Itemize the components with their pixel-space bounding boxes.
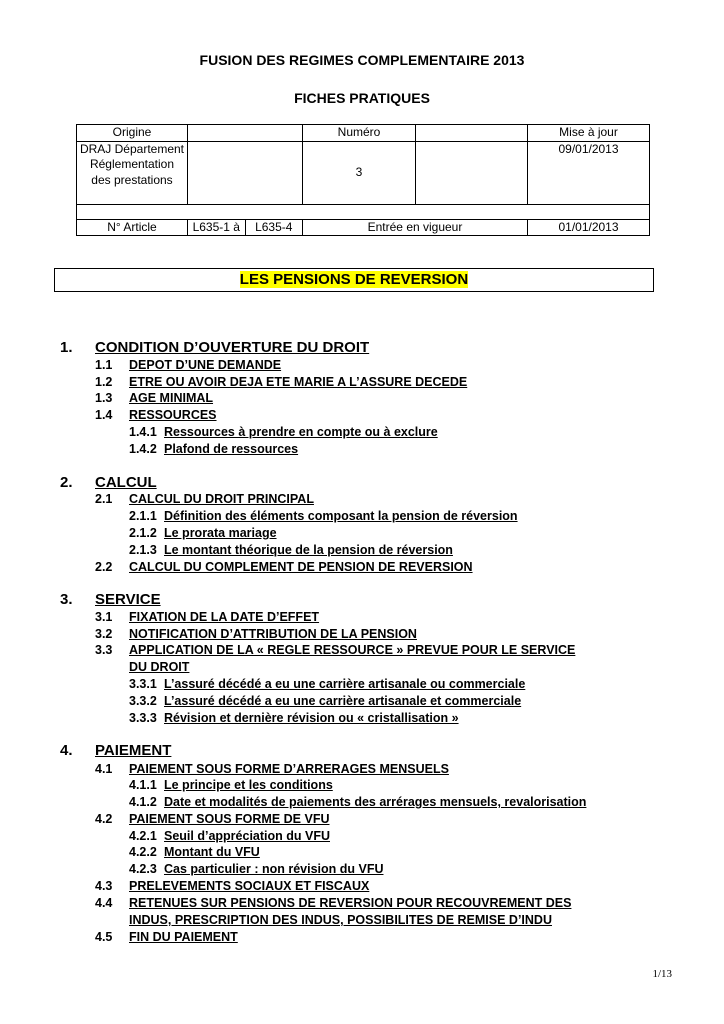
toc-link[interactable]: Date et modalités de paiements des arrérages mensuels, revalorisation (164, 795, 587, 809)
toc-link[interactable]: DU DROIT (129, 660, 190, 674)
toc-number: 4.4 (95, 896, 113, 910)
toc-link[interactable]: Révision et dernière révision ou « cristallisation » (164, 711, 459, 725)
toc-link[interactable]: NOTIFICATION D’ATTRIBUTION DE LA PENSION (129, 627, 417, 641)
article-to: L635-4 (255, 219, 293, 234)
toc-link[interactable]: CALCUL DU COMPLEMENT DE PENSION DE REVERSION (129, 560, 473, 574)
toc-number: 2.1.3 (129, 543, 157, 557)
document-title: FUSION DES REGIMES COMPLEMENTAIRE 2013 (199, 52, 525, 68)
origine-label: Origine (77, 125, 188, 142)
numero-value: 3 (303, 141, 416, 204)
toc-number: 4.2.3 (129, 862, 157, 876)
toc-number: 2.1 (95, 492, 113, 506)
toc-link[interactable]: CALCUL (95, 474, 157, 491)
toc-link[interactable]: L’assuré décédé a eu une carrière artisanale ou commerciale (164, 677, 526, 691)
toc-number: 1.1 (95, 358, 113, 372)
toc-link[interactable]: Le prorata mariage (164, 526, 277, 540)
toc-number: 3.1 (95, 610, 113, 624)
toc-link[interactable]: SERVICE (95, 591, 161, 608)
toc-link[interactable]: Plafond de ressources (164, 442, 299, 456)
toc-link[interactable]: ETRE OU AVOIR DEJA ETE MARIE A L’ASSURE DECEDE (129, 375, 468, 389)
document-subtitle: FICHES PRATIQUES (294, 90, 430, 106)
toc-link[interactable]: Définition des éléments composant la pension de réversion (164, 509, 518, 523)
empty-cell (416, 141, 528, 204)
toc-link[interactable]: APPLICATION DE LA « REGLE RESSOURCE » PREVUE POUR LE SERVICE (129, 643, 576, 657)
toc-number: 1.4 (95, 408, 113, 422)
toc-link[interactable]: Ressources à prendre en compte ou à exclure (164, 425, 438, 439)
toc-number: 3.3.2 (129, 694, 157, 708)
toc-link[interactable]: Montant du VFU (164, 845, 260, 859)
toc-link[interactable]: CALCUL DU DROIT PRINCIPAL (129, 492, 314, 506)
toc-number: 2.2 (95, 560, 113, 574)
toc-number: 4.1.2 (129, 795, 157, 809)
toc-link[interactable]: Le principe et les conditions (164, 778, 333, 792)
toc-number: 1.3 (95, 391, 113, 405)
toc-link[interactable]: PRELEVEMENTS SOCIAUX ET FISCAUX (129, 879, 370, 893)
empty-cell (188, 125, 303, 142)
article-range (188, 219, 303, 236)
toc-link[interactable]: AGE MINIMAL (129, 391, 214, 405)
empty-cell (416, 125, 528, 142)
toc-number: 4.1 (95, 762, 113, 776)
toc-link[interactable]: Le montant théorique de la pension de réversion (164, 543, 453, 557)
toc-number: 3. (60, 591, 73, 608)
vigueur-label: Entrée en vigueur (303, 219, 528, 236)
toc-number: 2. (60, 474, 73, 491)
toc-number: 4. (60, 742, 73, 759)
info-table (76, 124, 650, 236)
toc-link[interactable]: INDUS, PRESCRIPTION DES INDUS, POSSIBILITES DE REMISE D’INDU (129, 913, 552, 927)
spacer-cell (77, 204, 650, 219)
article-label: N° Article (77, 219, 188, 236)
maj-label: Mise à jour (528, 125, 650, 142)
toc-number: 4.5 (95, 930, 113, 944)
page-number: 1/13 (652, 968, 672, 980)
empty-cell (188, 141, 303, 204)
toc-number: 4.1.1 (129, 778, 157, 792)
toc-number: 3.2 (95, 627, 113, 641)
banner-title: LES PENSIONS DE REVERSION (239, 271, 469, 288)
toc-link[interactable]: Seuil d’appréciation du VFU (164, 829, 330, 843)
toc-number: 1.4.2 (129, 442, 157, 456)
toc-number: 1. (60, 339, 73, 356)
toc-number: 2.1.2 (129, 526, 157, 540)
toc-link[interactable]: CONDITION D’OUVERTURE DU DROIT (95, 339, 370, 356)
article-from: L635-1 à (188, 220, 246, 236)
toc-link[interactable]: L’assuré décédé a eu une carrière artisanale et commerciale (164, 694, 522, 708)
toc-link[interactable]: PAIEMENT SOUS FORME D’ARRERAGES MENSUELS (129, 762, 449, 776)
info-header-row (77, 125, 650, 142)
toc-number: 4.2.2 (129, 845, 157, 859)
toc-link[interactable]: PAIEMENT SOUS FORME DE VFU (129, 812, 330, 826)
origine-value: DRAJ Département Réglementation des prestations (77, 141, 188, 204)
toc-link[interactable]: FIN DU PAIEMENT (129, 930, 238, 944)
vigueur-value: 01/01/2013 (528, 219, 650, 236)
toc-number: 4.2 (95, 812, 113, 826)
toc-link[interactable]: FIXATION DE LA DATE D’EFFET (129, 610, 320, 624)
toc-link[interactable]: PAIEMENT (95, 742, 172, 759)
toc-number: 4.2.1 (129, 829, 157, 843)
toc-link[interactable]: DEPOT D’UNE DEMANDE (129, 358, 282, 372)
numero-label: Numéro (303, 125, 416, 142)
maj-value: 09/01/2013 (528, 141, 650, 204)
info-value-row (77, 141, 650, 204)
toc-number: 3.3 (95, 643, 113, 657)
section-banner (54, 268, 654, 292)
toc-number: 2.1.1 (129, 509, 157, 523)
toc-number: 1.2 (95, 375, 113, 389)
toc-number: 3.3.1 (129, 677, 157, 691)
toc-link[interactable]: RESSOURCES (129, 408, 217, 422)
toc-link[interactable]: Cas particulier : non révision du VFU (164, 862, 384, 876)
toc-link[interactable]: RETENUES SUR PENSIONS DE REVERSION POUR RECOUVREMENT DES (129, 896, 572, 910)
toc-number: 3.3.3 (129, 711, 157, 725)
toc-number: 4.3 (95, 879, 113, 893)
info-spacer-row (77, 204, 650, 219)
toc-number: 1.4.1 (129, 425, 157, 439)
info-article-row (77, 219, 650, 236)
